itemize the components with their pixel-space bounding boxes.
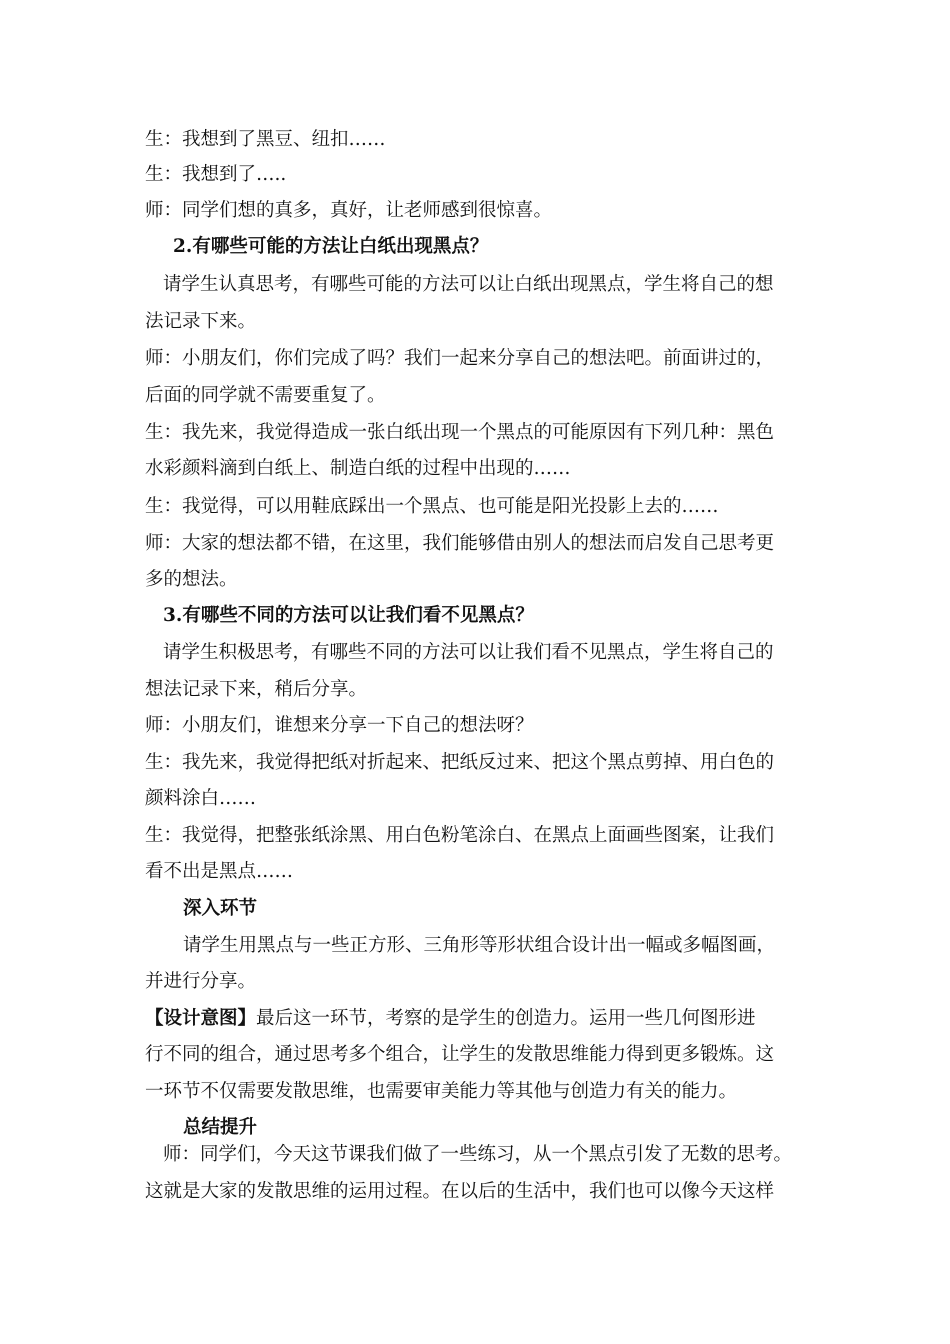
section-heading: 深入环节 [183,898,258,919]
section-heading: 总结提升 [183,1117,258,1138]
text-line: 看不出是黑点…… [145,861,294,882]
text-line: 师：小朋友们，谁想来分享一下自己的想法呀？ [145,715,534,736]
text-line: 后面的同学就不需要重复了。 [145,385,386,406]
text-line: 请学生积极思考，有哪些不同的方法可以让我们看不见黑点，学生将自己的 [163,642,774,663]
text-line: 法记录下来。 [145,311,257,332]
text-line: 想法记录下来，稍后分享。 [145,679,368,700]
text-line: 生：我觉得，把整张纸涂黑、用白色粉笔涂白、在黑点上面画些图案，让我们 [145,825,775,846]
text-line: 生：我先来，我觉得把纸对折起来、把纸反过来、把这个黑点剪掉、用白色的 [145,752,775,773]
text-line: 师：小朋友们，你们完成了吗？我们一起来分享自己的想法吧。前面讲过的， [145,348,775,369]
text-line: 师：同学们想的真多，真好，让老师感到很惊喜。 [145,200,553,221]
design-intent-line [145,1006,825,1032]
text-line: 这就是大家的发散思维的运用过程。在以后的生活中，我们也可以像今天这样 [145,1181,775,1202]
design-intent-text: 最后这一环节，考察的是学生的创造力。运用一些几何图形进 [256,1008,756,1029]
text-line: 水彩颜料滴到白纸上、制造白纸的过程中出现的…… [145,458,571,479]
text-line: 多的想法。 [145,569,238,590]
text-line: 行不同的组合，通过思考多个组合，让学生的发散思维能力得到更多锻炼。这 [145,1044,775,1065]
text-line: 生：我先来，我觉得造成一张白纸出现一个黑点的可能原因有下列几种：黑色 [145,422,775,443]
section-heading: 2.有哪些可能的方法让白纸出现黑点？ [173,236,489,257]
text-line: 师：大家的想法都不错，在这里，我们能够借由别人的想法而启发自己思考更 [145,533,775,554]
text-line: 生：我想到了….. [145,164,287,185]
text-line: 并进行分享。 [145,971,257,992]
text-line: 生：我想到了黑豆、纽扣…… [145,129,386,150]
text-line: 生：我觉得，可以用鞋底踩出一个黑点、也可能是阳光投影上去的…… [145,496,719,517]
text-line: 请学生认真思考，有哪些可能的方法可以让白纸出现黑点，学生将自己的想 [163,274,774,295]
design-intent-label: 【设计意图】 [145,1008,257,1029]
text-line: 一环节不仅需要发散思维，也需要审美能力等其他与创造力有关的能力。 [145,1081,738,1102]
text-line: 请学生用黑点与一些正方形、三角形等形状组合设计出一幅或多幅图画， [183,935,776,956]
text-line: 颜料涂白…… [145,788,257,809]
section-heading: 3.有哪些不同的方法可以让我们看不见黑点？ [163,605,534,626]
text-line: 师：同学们，今天这节课我们做了一些练习，从一个黑点引发了无数的思考。 [163,1144,793,1165]
